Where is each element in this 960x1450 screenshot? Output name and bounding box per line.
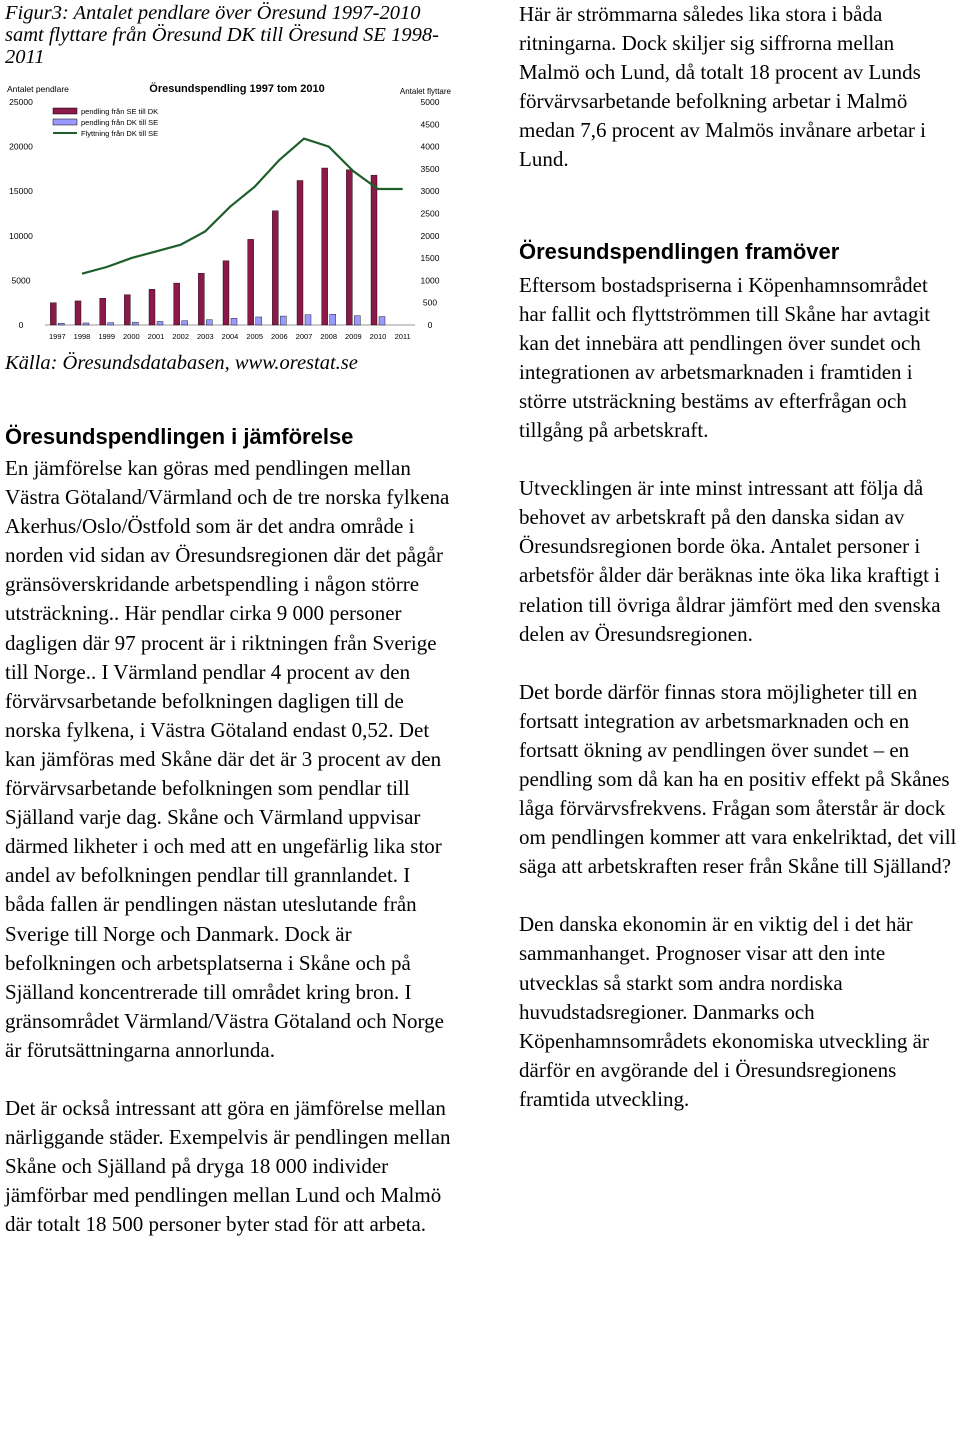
paragraph: Eftersom bostadspriserna i Köpenhamnsområdet har fallit och flyttströmmen till Skåne har avtagit kan det innebära att pendlingen över sundet och integrationen av arbetsmarknaden i framtiden i större utsträckning bestäms av efterfrågan och tillgång på arbetskraft. xyxy=(519,272,931,443)
bar-se-to-dk xyxy=(100,298,106,325)
bar-dk-to-se xyxy=(231,318,237,325)
y-right-tick-label: 5000 xyxy=(420,97,440,107)
x-tick-label: 2006 xyxy=(270,332,288,341)
figure-source: Källa: Öresundsdatabasen, www.orestat.se xyxy=(5,352,358,374)
y-right-tick-label: 0 xyxy=(427,320,433,330)
x-tick-label: 2002 xyxy=(172,332,190,341)
x-tick-label: 2005 xyxy=(246,332,264,341)
y-axis-left-label: Antalet pendlare xyxy=(7,84,69,94)
paragraph: En jämförelse kan göras med pendlingen mellan Västra Götaland/Värmland och de tre norska fylkena Akerhus/Oslo/Östfold som är det andra område i norden vid sidan av Öresundsregionen där det pågår gränsöverskridande arbetspendling i någon större utsträckning.. Här pendlar cirka 9 000 personer dagligen där 97 procent är i riktningen från Sverige till Norge.. I Värmland pendlar 4 procent av den förvärvsarbetande befolkningen dagligen till de norska fylkena, i Västra Götaland endast 0,52. Det kan jämföras med Skåne där det är 3 procent av den förvärvsarbetande befolkningen som pendlar till Själland varje dag. Skåne och Värmland uppvisar därmed likheter i och med att en ungefärlig lika stor andel av befolkningen pendlar till grannlandet. I båda fallen är pendlingen nästan uteslutande från Sverige till Norge och Danmark. Dock är befolkningen och arbetsplatserna i Skåne och på Själland koncentrerade till området kring bron. I gränsområdet Värmland/Västra Götaland och Norge är förutsättningarna annorlunda. xyxy=(5,456,450,1062)
bar-se-to-dk xyxy=(174,283,180,325)
paragraph: Den danska ekonomin är en viktig del i det här sammanhanget. Prognoser visar att den inte utvecklas så starkt som andra nordiska huvudstadsregioner. Danmarks och Köpenhamnsområdets ekonomiska utveckling är därför en avgörande del i Öresundsregionens framtida utveckling. xyxy=(519,912,929,1111)
y-right-tick-label: 4000 xyxy=(420,141,440,152)
legend-label: pendling från SE till DK xyxy=(81,107,159,116)
y-right-tick-label: 1000 xyxy=(420,275,440,286)
legend-swatch xyxy=(53,108,77,114)
y-right-tick-label: 500 xyxy=(422,297,438,308)
y-right-tick-label: 2500 xyxy=(420,208,440,219)
y-left-tick-label: 25000 xyxy=(9,97,33,107)
right-column xyxy=(519,0,959,1114)
bar-se-to-dk xyxy=(50,303,56,325)
legend-label: Flyttning från DK till SE xyxy=(81,129,159,138)
x-tick-label: 2001 xyxy=(147,332,165,341)
y-left-tick-label: 0 xyxy=(18,320,24,330)
paragraph: Det borde därför finnas stora möjligheter till en fortsatt integration av arbetsmarknaden och en fortsatt ökning av pendlingen över sundet – en pendling som då kan ha en positiv effekt på Skånes låga förvärvsfrekvens. Frågan som återstår är dock om pendlingen kommer att vara enkelriktad, det vill säga att arbetskraften reser från Skåne till Själland? xyxy=(519,679,957,879)
y-right-tick-label: 3500 xyxy=(420,163,440,174)
bar-se-to-dk xyxy=(297,180,303,325)
left-column xyxy=(5,0,455,1237)
x-tick-label: 1997 xyxy=(48,332,66,341)
paragraph: Här är strömmarna således lika stora i båda ritningarna. Dock skiljer sig siffrorna mellan Malmö och Lund, då totalt 18 procent av Lunds förvärvsarbetande befolkning arbetar i Malmö medan 7,6 procent av Malmös invånare arbetar i Lund. xyxy=(519,2,927,172)
left-text-block xyxy=(5,424,455,1239)
x-tick-label: 2000 xyxy=(122,332,140,341)
y-left-tick-label: 20000 xyxy=(9,141,33,152)
chart-svg xyxy=(5,80,455,355)
bar-se-to-dk xyxy=(248,239,254,325)
x-tick-label: 2007 xyxy=(295,332,313,341)
bar-dk-to-se xyxy=(280,316,286,325)
bar-dk-to-se xyxy=(206,320,212,325)
bar-dk-to-se xyxy=(182,321,188,325)
bar-dk-to-se xyxy=(330,314,336,325)
paragraph: Utvecklingen är inte minst intressant att följa då behovet av arbetskraft på den danska sidan av Öresundsregionen borde öka. Antalet personer i arbetsför ålder där beräknas inte öka lika kraftigt i relation till övriga åldrar jämfört med den svenska delen av Öresundsregionen. xyxy=(519,476,941,646)
section-heading-comparison: Öresundspendlingen i jämförelse xyxy=(5,424,354,449)
bar-se-to-dk xyxy=(149,289,155,325)
bar-se-to-dk xyxy=(322,168,328,325)
bar-dk-to-se xyxy=(354,316,360,325)
bar-se-to-dk xyxy=(272,211,278,325)
bar-dk-to-se xyxy=(305,315,311,325)
x-tick-label: 2009 xyxy=(344,332,362,341)
y-right-tick-label: 3000 xyxy=(420,186,440,197)
y-left-tick-label: 10000 xyxy=(9,230,33,241)
bar-se-to-dk xyxy=(371,175,377,325)
bar-dk-to-se xyxy=(132,322,138,325)
bar-se-to-dk xyxy=(198,273,204,325)
figure-caption: Figur3: Antalet pendlare över Öresund 1997-2010 samt flyttare från Öresund DK till Öresund SE 1998-2011 xyxy=(5,2,439,68)
bar-se-to-dk xyxy=(124,295,130,325)
legend-label: pendling från DK till SE xyxy=(81,118,159,127)
section-heading-future: Öresundspendlingen framöver xyxy=(519,238,840,264)
bar-dk-to-se xyxy=(157,321,163,325)
bar-dk-to-se xyxy=(379,317,385,325)
bar-dk-to-se xyxy=(83,323,89,325)
x-tick-label: 1999 xyxy=(98,332,116,341)
bar-dk-to-se xyxy=(256,317,262,325)
legend-swatch xyxy=(53,119,77,125)
chart-title: Öresundspendling 1997 tom 2010 xyxy=(149,83,325,95)
y-right-tick-label: 2000 xyxy=(420,230,440,241)
bar-se-to-dk xyxy=(223,261,229,325)
y-left-tick-label: 15000 xyxy=(9,186,33,197)
x-tick-label: 2011 xyxy=(394,332,411,341)
y-right-tick-label: 1500 xyxy=(420,253,440,264)
bar-se-to-dk xyxy=(346,170,352,325)
x-tick-label: 2004 xyxy=(221,332,239,341)
bar-dk-to-se xyxy=(58,323,64,325)
bar-se-to-dk xyxy=(75,301,81,325)
bar-dk-to-se xyxy=(108,323,114,325)
x-tick-label: 2010 xyxy=(369,332,387,341)
y-left-tick-label: 5000 xyxy=(11,275,31,286)
paragraph: Det är också intressant att göra en jämförelse mellan närliggande städer. Exempelvis är pendlingen mellan Skåne och Själland på dryga 18 000 individer jämförbar med pendlingen mellan Lund och Malmö där totalt 18 500 personer byter stad för att arbeta. xyxy=(5,1095,451,1237)
x-tick-label: 2008 xyxy=(320,332,338,341)
commuting-chart xyxy=(5,80,455,355)
x-tick-label: 1998 xyxy=(73,332,91,341)
line-moving-dk-to-se xyxy=(82,139,403,274)
x-tick-label: 2003 xyxy=(196,332,214,341)
y-right-tick-label: 4500 xyxy=(420,119,440,130)
y-axis-right-label: Antalet flyttare xyxy=(399,87,451,96)
